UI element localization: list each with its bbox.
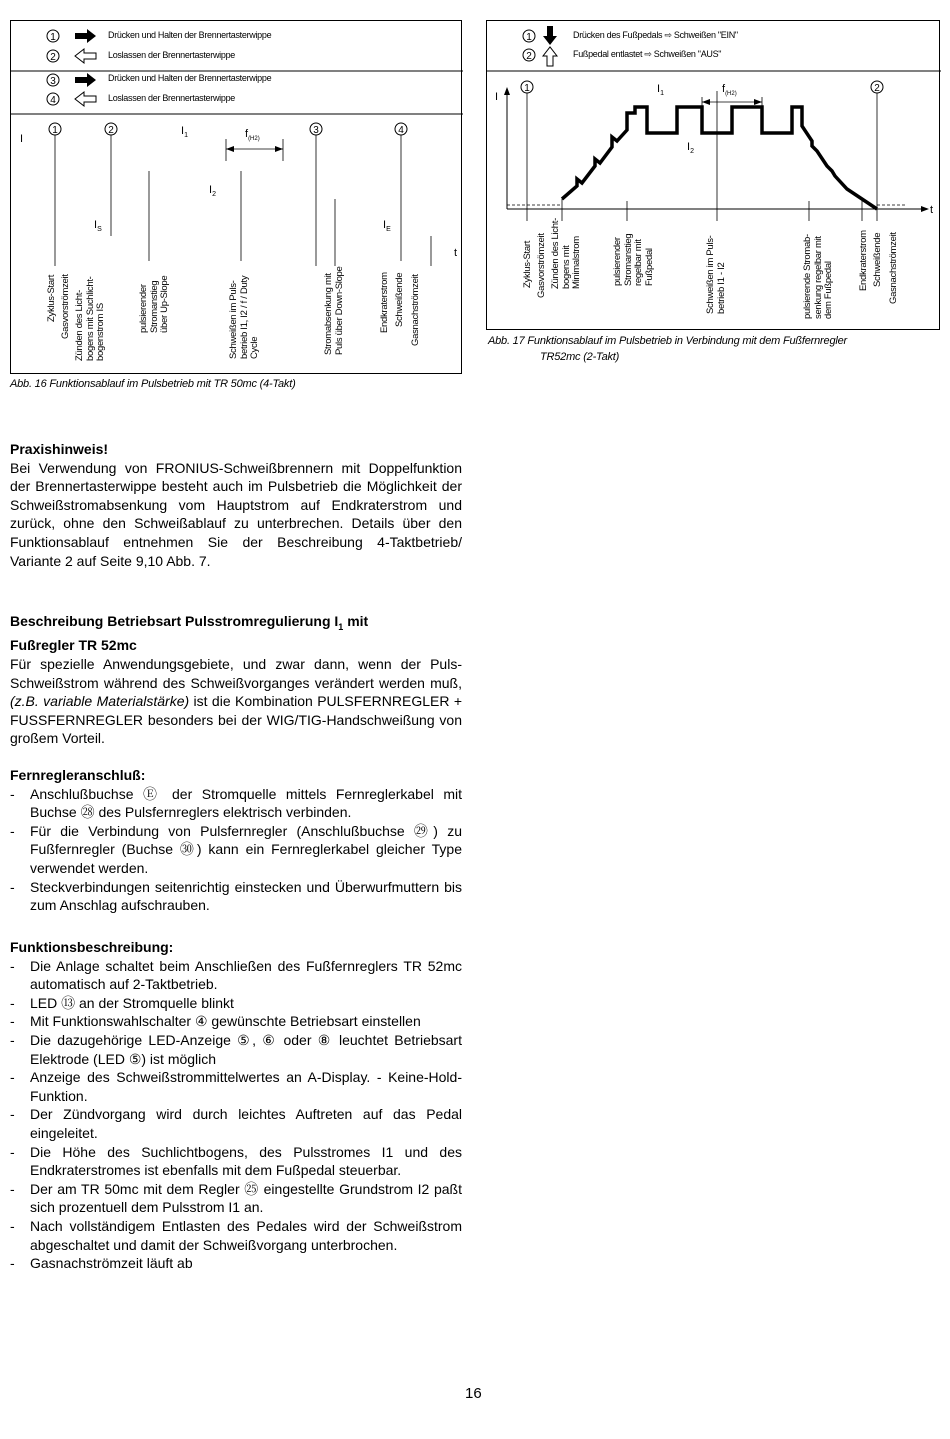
fig17-phase-4: pulsierender Stromanstieg regelbar mit Fußpedal bbox=[612, 233, 655, 286]
fig16-legend-text-1: Drücken und Halten der Brennertasterwippe bbox=[108, 30, 272, 40]
svg-text:3: 3 bbox=[313, 125, 319, 136]
svg-text:2: 2 bbox=[108, 125, 114, 136]
praxis-body: Bei Verwendung von FRONIUS-Schweißbrennern mit Doppelfunktion der Brennertasterwippe besteht auch im Pulsbetrieb die Möglichkeit der Schweißstromabsenkung vom Hauptstrom auf Endkraterstrom und zurück, ohne den Schweißablauf zu unterbrechen. Details über den Funktionsablauf entnehmen Sie der Beschreibung 4-Taktbetrieb/ Variante 2 auf Seite 9,10 Abb. 7. bbox=[10, 459, 462, 569]
fig16-phase-8: Schweißende bbox=[394, 272, 405, 327]
fig17-phase-2: Gasvorströmzeit bbox=[536, 233, 547, 298]
fernregler-block bbox=[10, 766, 462, 915]
list-item: - Die Anlage schaltet beim Anschließen des Fußfernreglers TR 52mc automatisch auf 2-Taktbetrieb. bbox=[10, 957, 462, 994]
list-item: - Nach vollständigem Entlasten des Pedales wird der Schweißstrom abgeschaltet und damit der Schweißvorgang unterbrochen. bbox=[10, 1217, 462, 1254]
fig17-phase-9: Gasnachströmzeit bbox=[888, 232, 899, 304]
fig17-phase-8: Schweißende bbox=[872, 232, 883, 287]
svg-text:4: 4 bbox=[50, 95, 56, 106]
arrow-right-filled-icon bbox=[75, 73, 96, 87]
fig17-axis-i: I bbox=[495, 91, 499, 103]
page-number: 16 bbox=[465, 1385, 482, 1402]
svg-text:4: 4 bbox=[398, 125, 404, 136]
svg-text:3: 3 bbox=[50, 76, 56, 87]
fig16-label-is: $I_S$ bbox=[94, 219, 102, 234]
arrow-left-outline-icon bbox=[75, 49, 96, 63]
figure-17 bbox=[486, 20, 940, 330]
fig17-legend-text-1: Drücken des Fußpedals ⇨ Schweißen "EIN" bbox=[573, 30, 738, 40]
section-body: Für spezielle Anwendungsgebiete, und zwar dann, wenn der Puls-Schweißstrom während des Schweißvorganges verändert werden muß, (z.B. variable Materialstärke) ist die Kombination PULSFERNREGLER + FUSSFERNREGLER besonders bei der WIG/TIG-Handschweißung von großem Vorteil. bbox=[10, 655, 463, 747]
fig17-label-i2: $I_2$ bbox=[687, 141, 694, 156]
fig16-label-i2: $I_2$ bbox=[209, 184, 216, 199]
fig16-phase-3: Zünden des Licht- bogens mit Suchlicht- bogenstrom IS bbox=[74, 276, 106, 361]
arrow-up-outline-icon bbox=[543, 47, 557, 66]
svg-text:2: 2 bbox=[874, 83, 880, 94]
fig16-legend-text-4: Loslassen der Brennertasterwippe bbox=[108, 93, 235, 103]
fig17-caption-line2: TR52mc (2-Takt) bbox=[540, 351, 620, 363]
arrow-right-filled-icon bbox=[75, 29, 96, 43]
funktion-list bbox=[10, 957, 462, 1273]
list-item: - Die dazugehörige LED-Anzeige ⑤, ⑥ oder ⑧ leuchtet Betriebsart Elektrode (LED ⑤) ist möglich bbox=[10, 1031, 462, 1068]
praxis-block bbox=[10, 440, 462, 570]
section-title: Beschreibung Betriebsart Pulsstromregulierung $I_1$ mit bbox=[10, 613, 369, 632]
svg-text:1: 1 bbox=[526, 32, 532, 43]
fig17-phase-1: Zyklus-Start bbox=[522, 240, 533, 288]
fig16-axis-t: t bbox=[454, 247, 458, 259]
arrow-down-filled-icon bbox=[543, 26, 557, 45]
fig17-caption-line1: Abb. 17 Funktionsablauf im Pulsbetrieb in Verbindung mit dem Fußfernregler bbox=[488, 335, 847, 347]
list-item: - Der am TR 50mc mit dem Regler ㉕ eingestellte Grundstrom I2 paßt sich prozentuell dem Pulsstrom I1 an. bbox=[10, 1180, 462, 1217]
fig17-axis-t: t bbox=[930, 204, 934, 216]
list-item: - LED ⑬ an der Stromquelle blinkt bbox=[10, 994, 462, 1013]
fig16-phase-6: Stromabsenkung mit Puls über Down-Slope bbox=[323, 266, 345, 355]
list-item: - Für die Verbindung von Pulsfernregler (Anschlußbuchse ㉙) zu Fußfernregler (Buchse ㉚) kann ein Fernreglerkabel gleicher Type verwendet werden. bbox=[10, 822, 462, 878]
fig16-label-ie: $I_E$ bbox=[383, 219, 391, 234]
fig17-phase-5: Schweißen im Puls- betrieb I1 - I2 bbox=[705, 235, 727, 314]
fig16-label-i1: $I_1$ bbox=[181, 125, 188, 140]
svg-text:1: 1 bbox=[524, 83, 530, 94]
fig16-phase-4: pulsierender Stromanstieg über Up-Slope bbox=[138, 275, 170, 333]
list-item: - Mit Funktionswahlschalter ④ gewünschte Betriebsart einstellen bbox=[10, 1012, 462, 1031]
list-item: - Die Höhe des Suchlichtbogens, des Pulsstromes I1 und des Endkraterstromes ist ebenfalls mit dem Fußpedal steuerbar. bbox=[10, 1143, 462, 1180]
fig17-phase-7: Endkraterstrom bbox=[858, 230, 869, 291]
fig16-phase-1: Zyklus-Start bbox=[46, 274, 57, 322]
fig16-legend-num-1: 1 bbox=[50, 32, 56, 43]
svg-text:2: 2 bbox=[526, 51, 532, 62]
fig16-phase-5: Schweißen im Puls- betrieb I1, I2 / f / Duty Cycle bbox=[228, 275, 260, 359]
fig17-label-i1: $I_1$ bbox=[657, 83, 664, 98]
list-item: - Gasnachströmzeit läuft ab bbox=[10, 1254, 462, 1273]
section-block bbox=[10, 612, 462, 748]
fig16-phase-7: Endkraterstrom bbox=[379, 272, 390, 333]
fernregler-title: Fernregleranschluß: bbox=[10, 767, 146, 783]
list-item: - Steckverbindungen seitenrichtig einstecken und Überwurfmuttern bis zum Anschlag aufschrauben. bbox=[10, 878, 462, 915]
fig16-label-f: $f_{(H2)}$ bbox=[245, 128, 260, 143]
pulse-current-curve bbox=[562, 107, 877, 209]
fig17-phase-6: pulsierende Stromab- senkung regelbar mit dem Fußpedal bbox=[802, 234, 834, 319]
fig17-label-f: $f_{(H2)}$ bbox=[722, 83, 737, 98]
fig16-caption: Abb. 16 Funktionsablauf im Pulsbetrieb mit TR 50mc (4-Takt) bbox=[10, 378, 296, 390]
fig16-legend-text-2: Loslassen der Brennertasterwippe bbox=[108, 50, 235, 60]
figure-16 bbox=[10, 20, 462, 374]
funktion-block bbox=[10, 938, 462, 1273]
praxis-title: Praxishinweis! bbox=[10, 441, 109, 457]
fig16-legend-text-3: Drücken und Halten der Brennertasterwippe bbox=[108, 73, 272, 83]
fig16-axis-i: I bbox=[20, 133, 24, 145]
funktion-title: Funktionsbeschreibung: bbox=[10, 939, 174, 955]
fig17-legend-text-2: Fußpedal entlastet ⇨ Schweißen "AUS" bbox=[573, 49, 722, 59]
fig16-phase-2: Gasvorströmzeit bbox=[60, 274, 71, 339]
fig17-phase-3: Zünden des Licht- bogens mit Minimalstrom bbox=[550, 218, 582, 289]
arrow-left-outline-icon bbox=[75, 92, 96, 106]
fig16-phase-9: Gasnachströmzeit bbox=[410, 274, 421, 346]
list-item: - Anschlußbuchse Ⓔ der Stromquelle mittels Fernreglerkabel mit Buchse ㉘ des Pulsfernreglers elektrisch verbinden. bbox=[10, 785, 462, 822]
section-title-line2: Fußregler TR 52mc bbox=[10, 637, 137, 654]
svg-text:1: 1 bbox=[52, 125, 58, 136]
fernregler-list bbox=[10, 785, 462, 915]
svg-text:2: 2 bbox=[50, 52, 56, 63]
list-item: - Der Zündvorgang wird durch leichtes Auftreten auf das Pedal eingeleitet. bbox=[10, 1105, 462, 1142]
list-item: - Anzeige des Schweißstrommittelwertes an A-Display. - Keine-Hold-Funktion. bbox=[10, 1068, 462, 1105]
